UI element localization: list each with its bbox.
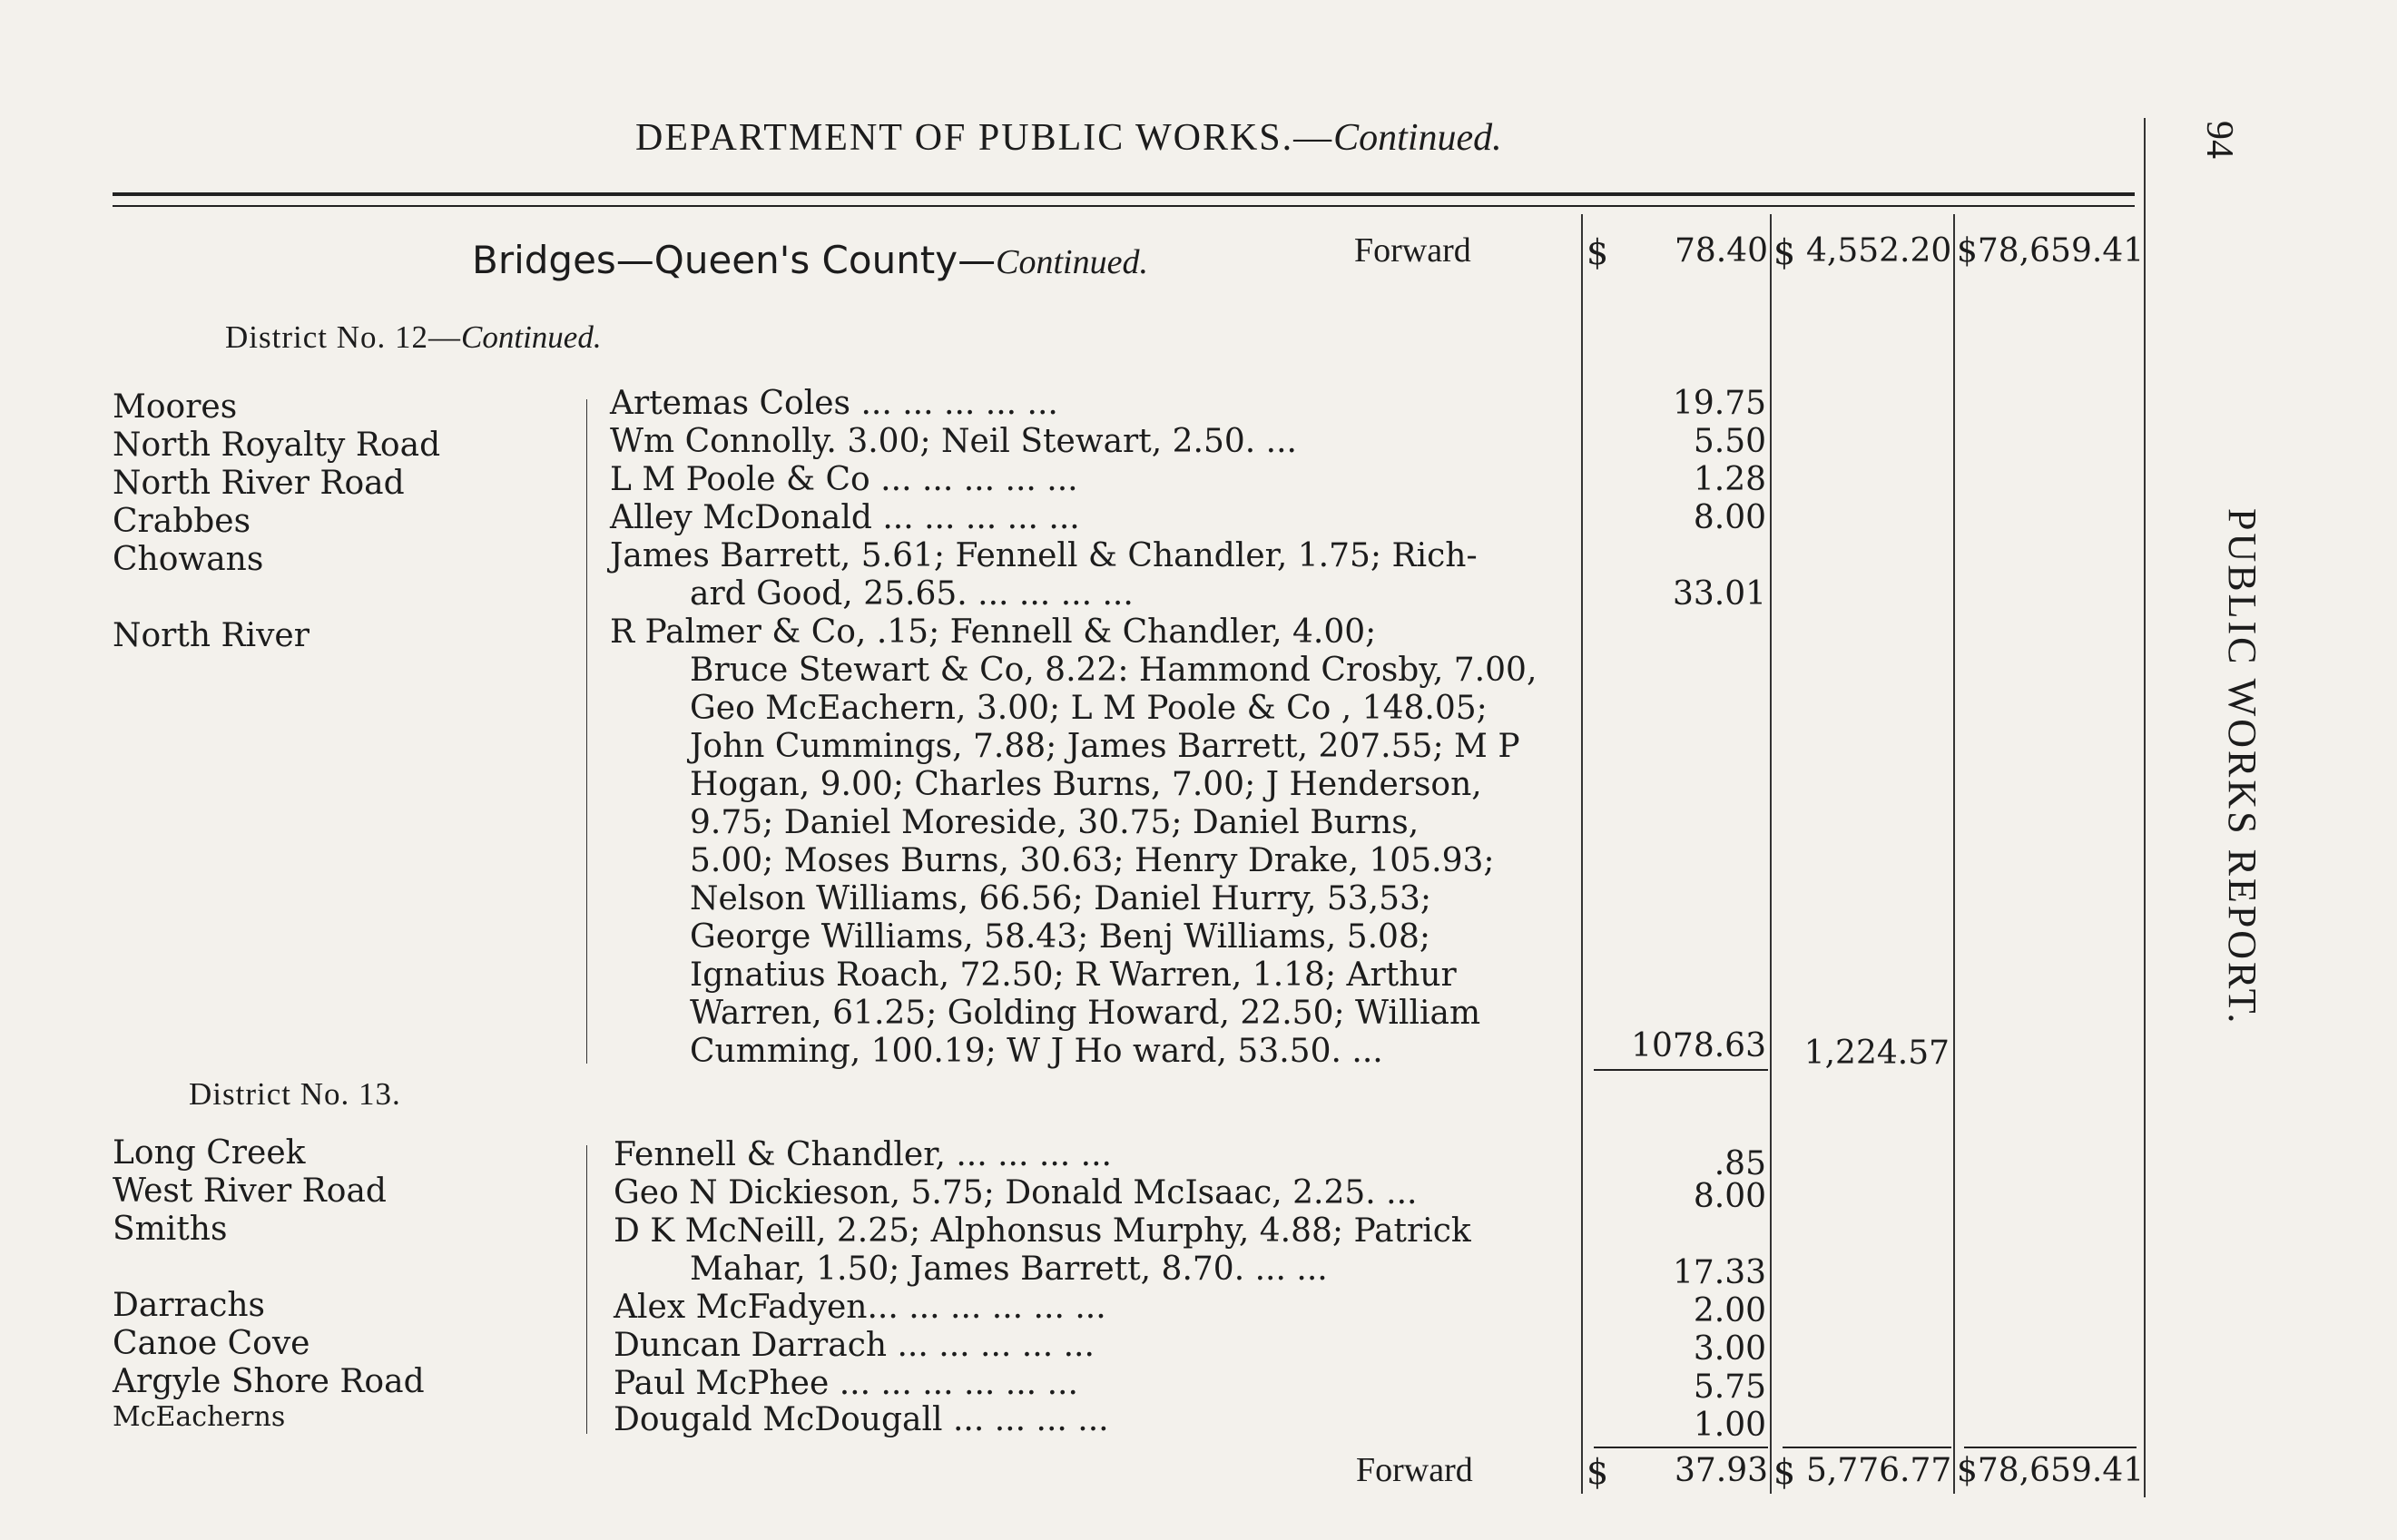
forward-bottom-dollar-2: $	[1773, 1452, 1796, 1492]
table-row-amount: 1.28	[1693, 461, 1766, 498]
page-title-text: DEPARTMENT OF PUBLIC WORKS.—	[635, 117, 1334, 159]
table-row-amount: .85	[1714, 1145, 1766, 1182]
table-row-amount: 19.75	[1672, 385, 1766, 422]
table-row-payee: Ignatius Roach, 72.50; R Warren, 1.18; Arthur	[690, 956, 1457, 994]
table-row-amount: 8.00	[1693, 499, 1766, 536]
table-row-place: Argyle Shore Road	[113, 1363, 425, 1400]
page-right-border	[2144, 118, 2146, 1497]
table-row-payee: Nelson Williams, 66.56; Daniel Hurry, 53,53;	[690, 880, 1432, 917]
forward-top-col2: 4,552.20	[1806, 232, 1952, 270]
district-12-subtotal: 1,224.57	[1803, 1035, 1950, 1072]
page-number: 94	[2198, 121, 2240, 159]
table-row-payee: George Williams, 58.43; Benj Williams, 5.08;	[690, 918, 1430, 956]
table-row-amount: 1078.63	[1631, 1027, 1766, 1064]
page-title	[635, 116, 1502, 160]
table-row-payee: Fennell & Chandler, ... ... ... ...	[614, 1136, 1112, 1173]
col-line-amounts-left	[1581, 214, 1583, 1494]
forward-bottom-rule-1	[1594, 1447, 1768, 1448]
table-row-payee: Alex McFadyen... ... ... ... ... ...	[614, 1289, 1106, 1326]
table-row-amount: 3.00	[1693, 1330, 1766, 1368]
col-line-amounts-right	[1770, 214, 1772, 1494]
table-row-payee: R Palmer & Co, .15; Fennell & Chandler, 4.00;	[610, 613, 1377, 651]
table-row-payee: ard Good, 25.65. ... ... ... ...	[690, 575, 1134, 613]
table-row-amount: 33.01	[1672, 575, 1766, 613]
forward-bottom-col2: 5,776.77	[1806, 1452, 1952, 1489]
table-row-place: Crabbes	[113, 503, 251, 540]
forward-top-label: Forward	[1354, 231, 1471, 270]
table-row-amount: 1.00	[1693, 1407, 1766, 1444]
table-row-payee: Mahar, 1.50; James Barrett, 8.70. ... ...	[690, 1251, 1328, 1288]
table-row-payee: Warren, 61.25; Golding Howard, 22.50; William	[690, 995, 1481, 1032]
col-line-payee-left-d12	[586, 399, 587, 1064]
table-row-payee: Geo McEachern, 3.00; L M Poole & Co , 148.05;	[690, 690, 1488, 727]
col-line-payee-left-d13	[586, 1145, 587, 1434]
table-row-payee: Cumming, 100.19; W J Ho ward, 53.50. ...	[690, 1033, 1383, 1070]
table-row-payee: D K McNeill, 2.25; Alphonsus Murphy, 4.88; Patrick	[614, 1212, 1471, 1250]
forward-bottom-dollar-1: $	[1587, 1452, 1609, 1492]
table-row-payee: Wm Connolly. 3.00; Neil Stewart, 2.50. ...	[610, 423, 1297, 460]
forward-top-col1: 78.40	[1674, 232, 1768, 270]
header-rule-thick	[113, 192, 2135, 196]
district-12-label: District No. 12—	[225, 319, 462, 355]
table-row-place: Moores	[113, 388, 238, 426]
forward-bottom-col1: 37.93	[1674, 1452, 1768, 1489]
table-row-payee: Alley McDonald ... ... ... ... ...	[610, 499, 1080, 536]
section-title-continued: Continued.	[996, 243, 1148, 281]
table-row-amount: 17.33	[1672, 1254, 1766, 1291]
forward-top-dollar-2: $	[1773, 232, 1796, 272]
header-rule-thin	[113, 205, 2135, 207]
table-row-amount: 2.00	[1693, 1292, 1766, 1329]
table-row-place: Canoe Cove	[113, 1325, 310, 1362]
table-row-payee: James Barrett, 5.61; Fennell & Chandler, 1.75; Rich-	[610, 537, 1478, 574]
table-row-payee: Duncan Darrach ... ... ... ... ...	[614, 1327, 1095, 1364]
side-running-title: PUBLIC WORKS REPORT.	[2220, 508, 2264, 1026]
table-row-place: North Royalty Road	[113, 427, 441, 464]
forward-bottom-col3: $78,659.41	[1957, 1452, 2145, 1489]
table-row-payee: 5.00; Moses Burns, 30.63; Henry Drake, 105.93;	[690, 842, 1495, 879]
table-row-amount: 5.50	[1693, 423, 1766, 460]
table-row-amount: 8.00	[1693, 1178, 1766, 1215]
table-row-payee: L M Poole & Co ... ... ... ... ...	[610, 461, 1078, 498]
col-line-subtotal-right	[1953, 214, 1955, 1494]
section-title	[472, 238, 1148, 282]
table-row-place: Long Creek	[113, 1134, 306, 1172]
forward-top-dollar-1: $	[1587, 232, 1609, 272]
forward-bottom-label: Forward	[1356, 1451, 1473, 1489]
table-row-place: West River Road	[113, 1172, 387, 1210]
table-row-payee: Hogan, 9.00; Charles Burns, 7.00; J Henderson,	[690, 766, 1482, 803]
table-row-place: Chowans	[113, 541, 264, 578]
district-12-heading	[225, 319, 602, 356]
table-row-place: Smiths	[113, 1211, 228, 1248]
table-row-place: Darrachs	[113, 1287, 266, 1324]
table-row-amount: 5.75	[1693, 1368, 1766, 1406]
district-12-total-rule	[1594, 1069, 1768, 1071]
table-row-payee: Bruce Stewart & Co, 8.22: Hammond Crosby, 7.00,	[690, 652, 1537, 689]
forward-bottom-rule-3	[1964, 1447, 2137, 1448]
page-title-continued: Continued.	[1333, 117, 1502, 159]
table-row-place: North River Road	[113, 465, 405, 502]
table-row-payee: 9.75; Daniel Moreside, 30.75; Daniel Burns,	[690, 804, 1420, 841]
table-row-place: McEacherns	[113, 1401, 286, 1433]
forward-bottom-rule-2	[1783, 1447, 1951, 1448]
district-12-continued: Continued.	[461, 319, 602, 355]
district-13-heading: District No. 13.	[189, 1076, 401, 1112]
table-row-payee: John Cummings, 7.88; James Barrett, 207.55; M P	[690, 728, 1520, 765]
section-title-text: Bridges—Queen's County—	[472, 238, 997, 282]
table-row-payee: Paul McPhee ... ... ... ... ... ...	[614, 1365, 1078, 1402]
table-row-payee: Artemas Coles ... ... ... ... ...	[610, 385, 1058, 422]
table-row-place: North River	[113, 617, 309, 654]
table-row-payee: Dougald McDougall ... ... ... ...	[614, 1401, 1109, 1438]
table-row-payee: Geo N Dickieson, 5.75; Donald McIsaac, 2.25. ...	[614, 1174, 1418, 1211]
forward-top-col3: $78,659.41	[1957, 232, 2145, 270]
